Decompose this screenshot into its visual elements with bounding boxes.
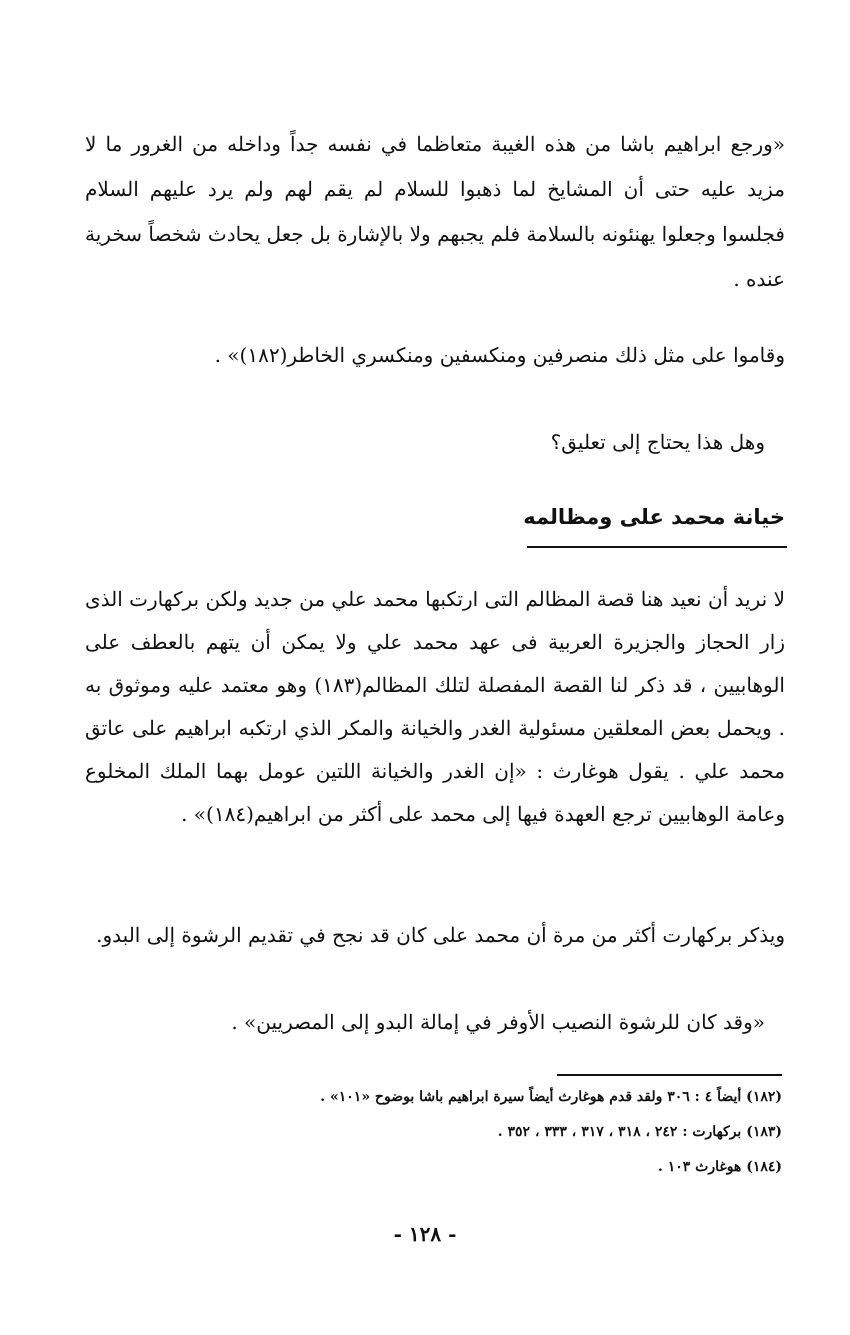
footnote-182: (١٨٢) أيضاً ٤ : ٣٠٦ ولقد قدم هوغارث أيضاً سيرة ابراهيم باشا بوضوح «١٠١» . <box>320 1089 782 1105</box>
footnote-184: (١٨٤) هوغارث ١٠٣ . <box>657 1159 782 1175</box>
quote-paragraph-departure: وقاموا على مثل ذلك منصرفين ومنكسفين ومنكسري الخاطر(١٨٢)» . <box>214 343 785 367</box>
quote-paragraph-bribery: «وقد كان للرشوة النصيب الأوفر في إمالة البدو إلى المصريين» . <box>231 1010 765 1034</box>
rhetorical-question: وهل هذا يحتاج إلى تعليق؟ <box>550 430 765 454</box>
quote-paragraph-return-of-ibrahim: «ورجع ابراهيم باشا من هذه الغيبة متعاظما في نفسه جداً وداخله من الغرور ما لا مزيد عليه حتى أن المشايخ لما ذهبوا للسلام لم يقم لهم ولم يرد عليهم السلام فجلسوا وجعلوا يهنئونه بالسلامة فلم يجبهم ولا بالإشارة بل جعل يحادث شخصاً سخرية عنده . <box>85 132 785 291</box>
paragraph-bribery: ويذكر بركهارت أكثر من مرة أن محمد على كان قد نجح في تقديم الرشوة إلى البدو. <box>96 923 785 947</box>
paragraph-burckhardt-account: لا نريد أن نعيد هنا قصة المظالم التى ارتكبها محمد علي من جديد ولكن بركهارت الذى زار الحجاز والجزيرة العربية فى عهد محمد علي ولا يمكن أن يتهم بالعطف على الوهابيين ، قد ذكر لنا القصة المفصلة لتلك المظالم(١٨٣) وهو معتمد عليه وموثوق به . ويحمل بعض المعلقين مسئولية الغدر والخيانة والمكر الذي ارتكبه ابراهيم على عاتق محمد علي . يقول هوغارث : «إن الغدر والخيانة اللتين عومل بهما الملك المخلوع وعامة الوهابيين ترجع العهدة فيها إلى محمد على أكثر من ابراهيم(١٨٤)» . <box>85 587 785 826</box>
heading-underline <box>527 546 787 548</box>
page-number: - ١٢٨ - <box>393 1222 457 1246</box>
footnote-183: (١٨٣) بركهارت : ٢٤٢ ، ٣١٨ ، ٣١٧ ، ٣٣٣ ، ٣٥٢ . <box>497 1124 782 1140</box>
section-heading: خيانة محمد على ومظالمه <box>523 505 785 529</box>
footnote-separator <box>557 1074 782 1076</box>
footnotes-list <box>102 1082 782 1187</box>
